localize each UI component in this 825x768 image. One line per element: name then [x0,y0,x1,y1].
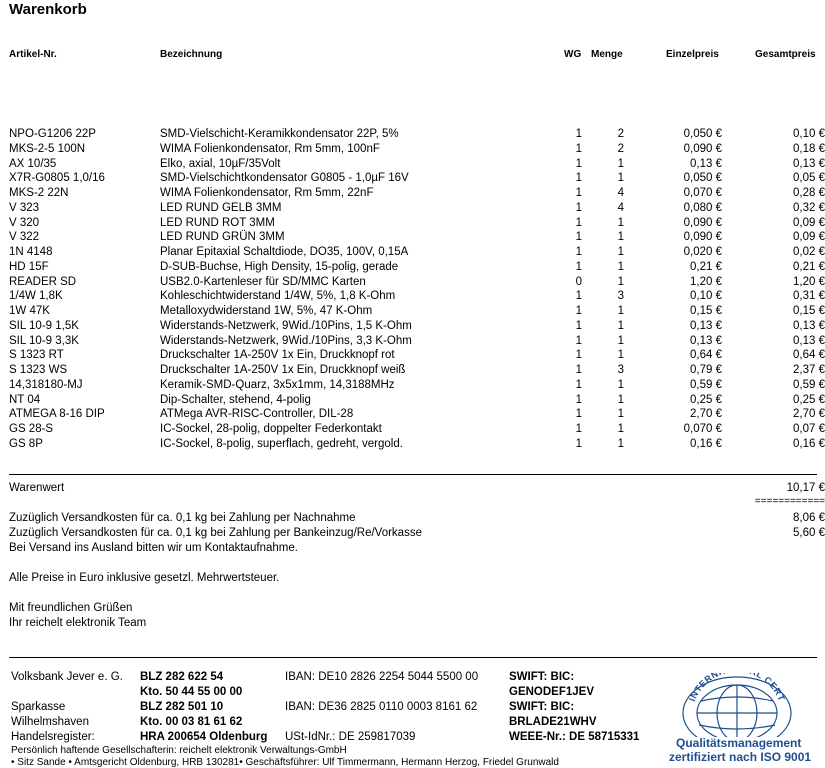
item-article: MKS-2-5 100N [9,142,86,155]
item-total-price: 0,32 € [793,201,825,214]
table-row [0,319,825,334]
item-unit-price: 0,21 € [690,260,722,273]
col-header-unit-price: Einzelpreis [666,49,719,60]
item-description: Druckschalter 1A-250V 1x Ein, Druckknopf rot [160,349,395,362]
item-total-price: 0,28 € [793,187,825,199]
item-total-price: 2,70 € [793,408,825,421]
item-total-price: 0,18 € [793,142,825,155]
item-quantity: 2 [617,128,624,140]
table-row [0,393,825,408]
item-quantity: 1 [617,231,624,244]
goods-value: 10,17 € [786,482,825,494]
footer-divider [9,657,817,658]
item-unit-price: 0,070 € [683,423,722,435]
bank2-swift: BRLADE21WHV [509,716,597,728]
item-quantity: 1 [617,275,624,288]
item-total-price: 0,13 € [793,157,825,170]
item-article: GS 8P [9,437,43,450]
item-unit-price: 1,20 € [690,275,722,288]
item-quantity: 1 [617,437,624,450]
item-quantity: 1 [617,319,624,332]
item-quantity: 3 [617,364,624,376]
item-quantity: 1 [617,408,624,421]
item-article: X7R-G0805 1,0/16 [9,172,105,185]
greeting: Mit freundlichen Grüßen [9,602,133,614]
col-header-quantity: Menge [591,49,623,60]
item-article: MKS-2 22N [9,187,69,199]
item-description: SMD-Vielschicht-Keramikkondensator 22P, 5% [160,128,399,140]
item-quantity: 3 [617,290,624,303]
item-description: Kohleschichtwiderstand 1/4W, 5%, 1,8 K-Ohm [160,290,396,303]
item-description: ATMega AVR-RISC-Controller, DIL-28 [160,408,354,421]
item-quantity: 1 [617,334,624,347]
item-quantity: 1 [617,260,624,273]
item-article: 1/4W 1,8K [9,290,63,303]
bank1-blz: BLZ 282 622 54 [140,671,224,683]
item-description: USB2.0-Kartenleser für SD/MMC Karten [160,275,366,288]
item-description: Dip-Schalter, stehend, 4-polig [160,393,311,406]
table-row [0,186,825,201]
item-unit-price: 0,070 € [683,187,722,199]
item-unit-price: 0,13 € [690,334,722,347]
table-row [0,289,825,304]
item-description: D-SUB-Buchse, High Density, 15-polig, gerade [160,260,399,273]
item-unit-price: 0,090 € [683,231,722,244]
item-quantity: 1 [617,172,624,185]
bank2-iban: IBAN: DE36 2825 0110 0003 8161 62 [285,701,478,713]
bank2-kto: Kto. 00 03 81 61 62 [140,716,243,728]
item-description: WIMA Folienkondensator, Rm 5mm, 22nF [160,187,374,199]
item-total-price: 0,02 € [793,246,825,258]
table-row [0,348,825,363]
item-quantity: 1 [617,157,624,170]
table-row [0,260,825,275]
item-unit-price: 0,050 € [683,128,722,140]
item-unit-price: 0,13 € [690,319,722,332]
item-article: 1N 4148 [9,246,53,258]
item-quantity: 1 [617,246,624,258]
item-wg: 1 [575,408,582,421]
partner-line: Persönlich haftende Gesellschafterin: reichelt elektronik Verwaltungs-GmbH [11,745,347,756]
weee-number: WEEE-Nr.: DE 58715331 [509,731,640,743]
item-article: S 1323 RT [9,349,64,362]
item-total-price: 0,05 € [793,172,825,185]
col-header-wg: WG [564,49,582,60]
item-article: READER SD [9,275,77,288]
item-wg: 1 [575,201,582,214]
item-description: Planar Epitaxial Schaltdiode, DO35, 100V, 0,15A [160,246,409,258]
table-row [0,378,825,393]
item-wg: 1 [575,378,582,391]
bank2-name: Sparkasse [11,701,66,713]
item-description: Widerstands-Netzwerk, 9Wid./10Pins, 3,3 K-Ohm [160,334,412,347]
table-row [0,407,825,422]
item-wg: 1 [575,246,582,258]
item-wg: 1 [575,349,582,362]
shipping-cod-value: 8,06 € [793,512,825,524]
bank2-swift-label: SWIFT: BIC: [509,701,575,713]
signature: Ihr reichelt elektronik Team [9,617,147,629]
table-row [0,422,825,437]
item-wg: 1 [575,393,582,406]
item-article: V 323 [9,201,40,214]
item-description: LED RUND GRÜN 3MM [160,231,285,244]
item-total-price: 0,15 € [793,305,825,317]
item-description: Druckschalter 1A-250V 1x Ein, Druckknopf weiß [160,364,406,376]
cert-line1: Qualitätsmanagement [676,736,802,750]
table-row [0,230,825,245]
item-article: HD 15F [9,260,49,273]
item-article: NT 04 [9,393,41,406]
item-description: Metalloxydwiderstand 1W, 5%, 47 K-Ohm [160,305,373,317]
item-article: V 322 [9,231,40,244]
item-quantity: 1 [617,305,624,317]
item-article: AX 10/35 [9,157,57,170]
item-quantity: 2 [617,142,624,155]
shipping-prepay-value: 5,60 € [793,527,825,539]
item-article: SIL 10-9 1,5K [9,319,79,332]
item-wg: 1 [575,142,582,155]
item-wg: 1 [575,231,582,244]
item-quantity: 1 [617,349,624,362]
item-unit-price: 0,020 € [683,246,722,258]
item-wg: 1 [575,334,582,347]
item-wg: 0 [575,275,582,288]
item-description: SMD-Vielschichtkondensator G0805 - 1,0µF 16V [160,172,409,185]
item-description: IC-Sockel, 8-polig, superflach, gedreht, vergold. [160,437,403,450]
vat-id: USt-IdNr.: DE 259817039 [285,731,416,743]
page-title: Warenkorb [9,1,87,18]
shipping-cod-label: Zuzüglich Versandkosten für ca. 0,1 kg bei Zahlung per Nachnahme [9,512,356,524]
item-wg: 1 [575,290,582,303]
goods-value-label: Warenwert [9,482,65,494]
table-row [0,127,825,142]
seat-line: • Sitz Sande • Amtsgericht Oldenburg, HRB 130281• Geschäftsführer: Ulf Timmermann, Hermann Herzog, Friedel Grunwald [11,757,559,768]
item-description: IC-Sockel, 28-polig, doppelter Federkontakt [160,423,382,435]
col-header-article: Artikel-Nr. [9,49,57,60]
item-quantity: 1 [617,378,624,391]
item-unit-price: 0,090 € [683,216,722,229]
table-row [0,201,825,216]
table-row [0,245,825,260]
item-article: 14,318180-MJ [9,378,83,391]
item-description: LED RUND ROT 3MM [160,216,275,229]
cert-logo [668,673,806,737]
item-total-price: 0,07 € [793,423,825,435]
register-label: Handelsregister: [11,731,95,743]
table-row [0,275,825,290]
item-wg: 1 [575,319,582,332]
item-article: 1W 47K [9,305,50,317]
item-total-price: 0,10 € [793,128,825,140]
item-total-price: 1,20 € [793,275,825,288]
item-article: GS 28-S [9,423,54,435]
item-total-price: 0,64 € [793,349,825,362]
abroad-note: Bei Versand ins Ausland bitten wir um Kontaktaufnahme. [9,542,298,554]
shipping-prepay-label: Zuzüglich Versandkosten für ca. 0,1 kg bei Zahlung per Bankeinzug/Re/Vorkasse [9,527,422,539]
item-wg: 1 [575,364,582,376]
item-wg: 1 [575,128,582,140]
item-unit-price: 0,13 € [690,157,722,170]
item-quantity: 4 [617,187,624,199]
item-article: S 1323 WS [9,364,68,376]
item-wg: 1 [575,216,582,229]
item-wg: 1 [575,305,582,317]
item-wg: 1 [575,157,582,170]
table-row [0,304,825,319]
bank1-swift: GENODEF1JEV [509,686,594,698]
item-description: WIMA Folienkondensator, Rm 5mm, 100nF [160,142,380,155]
item-unit-price: 2,70 € [690,408,722,421]
item-quantity: 1 [617,423,624,435]
item-description: Widerstands-Netzwerk, 9Wid./10Pins, 1,5 K-Ohm [160,319,412,332]
col-header-description: Bezeichnung [160,49,223,60]
item-total-price: 0,13 € [793,319,825,332]
item-unit-price: 0,64 € [690,349,722,362]
col-header-total-price: Gesamtpreis [755,49,816,60]
bank1-swift-label: SWIFT: BIC: [509,671,575,683]
item-total-price: 0,16 € [793,437,825,450]
register-value: HRA 200654 Oldenburg [140,731,268,743]
vat-note: Alle Preise in Euro inklusive gesetzl. Mehrwertsteuer. [9,572,280,584]
item-unit-price: 0,050 € [683,172,722,185]
bank1-kto: Kto. 50 44 55 00 00 [140,686,243,698]
table-row [0,216,825,231]
item-unit-price: 0,090 € [683,142,722,155]
item-quantity: 1 [617,393,624,406]
item-unit-price: 0,79 € [690,364,722,376]
item-description: Keramik-SMD-Quarz, 3x5x1mm, 14,3188MHz [160,378,395,391]
item-total-price: 0,59 € [793,378,825,391]
item-total-price: 0,31 € [793,290,825,303]
cert-line2: zertifiziert nach ISO 9001 [669,750,812,764]
item-wg: 1 [575,437,582,450]
item-description: Elko, axial, 10µF/35Volt [160,157,281,170]
item-total-price: 0,09 € [793,231,825,244]
item-total-price: 2,37 € [793,364,825,376]
item-total-price: 0,21 € [793,260,825,273]
item-unit-price: 0,59 € [690,378,722,391]
bank2-city: Wilhelmshaven [11,716,89,728]
table-row [0,437,825,452]
item-description: LED RUND GELB 3MM [160,201,282,214]
divider [9,474,817,475]
item-article: V 320 [9,216,40,229]
table-row [0,334,825,349]
item-unit-price: 0,15 € [690,305,722,317]
item-quantity: 4 [617,201,624,214]
table-row [0,171,825,186]
globe-icon [668,673,806,737]
item-total-price: 0,25 € [793,393,825,406]
item-article: ATMEGA 8-16 DIP [9,408,105,421]
item-wg: 1 [575,172,582,185]
item-unit-price: 0,16 € [690,437,722,450]
table-row [0,157,825,172]
item-total-price: 0,13 € [793,334,825,347]
bank2-blz: BLZ 282 501 10 [140,701,224,713]
table-row [0,142,825,157]
item-wg: 1 [575,187,582,199]
item-wg: 1 [575,260,582,273]
table-row [0,363,825,378]
bank1-name: Volksbank Jever e. G. [11,671,123,683]
item-unit-price: 0,080 € [683,201,722,214]
bank1-iban: IBAN: DE10 2826 2254 5044 5500 00 [285,671,479,683]
cert-ring-text: INTERN L CERT [687,673,787,703]
item-unit-price: 0,10 € [690,290,722,303]
item-article: NPO-G1206 22P [9,128,96,140]
item-article: SIL 10-9 3,3K [9,334,79,347]
item-quantity: 1 [617,216,624,229]
item-wg: 1 [575,423,582,435]
item-unit-price: 0,25 € [690,393,722,406]
item-total-price: 0,09 € [793,216,825,229]
sum-separator: ============ [754,496,825,507]
